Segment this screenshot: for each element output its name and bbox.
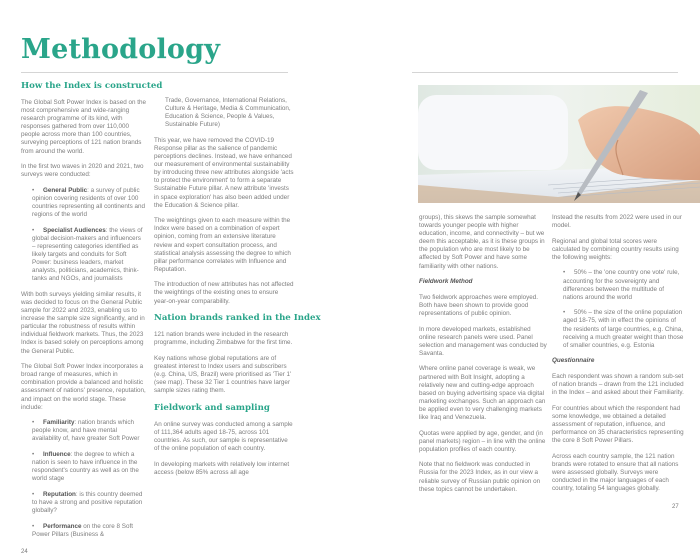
paragraph: Quotas were applied by age, gender, and (in panel markets) region – in line with the online population profiles of each country. [419, 429, 546, 453]
measures-list [21, 419, 146, 539]
paragraph: Regional and global total scores were calculated by combining country results using the following weights: [552, 237, 679, 261]
paragraph: With both surveys yielding similar results, it was decided to focus on the General Public sample for 2022 and 2023, enabling us to increase the sample size significantly, and in particular the robustness of results within individual fieldwork markets. Thus, the 2023 Index is based solely on perceptions among the General Public. [21, 290, 145, 355]
section-heading-fieldwork: Fieldwork and sampling [154, 402, 270, 413]
list-item-text: 50% – the 'one country one vote' rule, accounting for the sovereignty and differences between the multitude of nations around the world [563, 269, 680, 301]
page-title: Methodology [21, 34, 221, 65]
paragraph: Two fieldwork approaches were employed. Both have been shown to provide good representations of public opinion. [419, 293, 539, 317]
list-item [32, 491, 146, 515]
bullet-icon: • [32, 186, 35, 194]
list-item-text: : the degree to which a nation is seen to have influence in the respondent's country as well as on the world stage [32, 450, 139, 483]
list-item [32, 419, 146, 443]
paragraph: The weightings given to each measure within the Index were based on a combination of expert opinion, coming from an extensive literature review and expert consultation process, and statistical analysis assessing the degree to which pillar performance correlates with Influence and Reputation. [154, 217, 291, 273]
list-item [32, 523, 146, 539]
list-item-text: : is this country deemed to have a strong and positive reputation globally? [32, 490, 143, 515]
hand-writing-survey-photo [418, 85, 700, 203]
paragraph: Note that no fieldwork was conducted in Russia for the 2023 Index, as in our view a reliable survey of Russian public opinion on these topics cannot be undertaken. [419, 461, 541, 493]
list-item [32, 187, 146, 219]
bullet-icon: • [563, 269, 566, 277]
bullet-icon: • [32, 490, 35, 498]
paragraph: This year, we have removed the COVID-19 Response pillar as the salience of pandemic perceptions declines. Instead, we have enhanced our measurement of environmental sustainability by introducing three new attributes alongside 'acts to protect the environment' to form a separate Sustainable Future pillar. A new attribute 'invests in space exploration' has also been added under the Education & Science pillar. [154, 136, 294, 209]
page-number: 24 [21, 549, 28, 555]
left-column-1 [21, 99, 146, 546]
list-item-label: Familiarity [43, 419, 75, 427]
right-column-1 [419, 214, 547, 501]
paragraph: Key nations whose global reputations are of greatest interest to Index users and subscribers (e.g. China, US, Brazil) were prioritised as 'Tier 1' (see map). These 32 Tier 1 countries have larger sample sizes rating them. [154, 354, 292, 395]
list-item [563, 309, 684, 349]
list-item [32, 227, 146, 284]
list-item-label: General Public [43, 186, 88, 194]
page-number: 27 [672, 504, 679, 510]
subheading-fieldwork-method: Fieldwork Method [419, 278, 473, 286]
list-item-label: Reputation [43, 490, 76, 498]
list-item-text: : the views of global decision-makers and influencers – representing categories identified as likely targets and conduits for Soft Power: business leaders, market analysts, politicians, academics, think-tanks and NGOs, and journalists [32, 226, 143, 283]
header-divider [412, 72, 678, 73]
paragraph: In developing markets with relatively low internet access (below 85% across all age [154, 460, 290, 476]
photo-image [418, 85, 700, 203]
list-item-text: 50% – the size of the online population aged 18-75, with in effect the opinions of the residents of large countries, e.g. China, receiving a much greater weight than those of smaller countries, e.g. Estonia [563, 309, 684, 349]
list-item-label: Performance [43, 522, 82, 530]
right-column-2 [552, 214, 684, 501]
list-item [32, 451, 146, 483]
bullet-icon: • [32, 226, 35, 234]
list-item [563, 269, 684, 301]
survey-list [21, 187, 146, 284]
paragraph: Across each country sample, the 121 nation brands were rotated to ensure that all nations were assessed globally. Surveys were conducted in the major languages of each country, totaling 54 languages globally. [552, 452, 679, 493]
paragraph: In more developed markets, established online research panels were used. Panel selection and management was conducted by Savanta. [419, 325, 547, 357]
section-heading-nation-brands: Nation brands ranked in the Index [154, 313, 321, 324]
bullet-icon: • [32, 419, 35, 427]
paragraph: The Global Soft Power Index incorporates a broad range of measures, which in combination provide a balanced and holistic assessment of nations' presence, reputation, and impact on the world stage. These include: [21, 363, 146, 411]
list-item-label: Specialist Audiences [43, 226, 106, 234]
left-column-2 [154, 97, 321, 484]
paragraph: The introduction of new attributes has not affected the weightings of the existing ones to ensure year-on-year comparability. [154, 281, 294, 305]
list-item-text: on the core 8 Soft Power Pillars (Business & [32, 522, 133, 538]
list-item-label: Influence [43, 450, 71, 458]
list-item-text: : a survey of public opinion covering residents of over 100 countries representing all continents and regions of the world [32, 186, 146, 219]
list-item-text: : nation brands which people know, and have mental availability of, have greater Soft Power [32, 419, 140, 443]
title-divider [21, 72, 288, 73]
bullet-icon: • [32, 522, 35, 530]
paragraph: Instead the results from 2022 were used in our model. [552, 214, 682, 230]
paragraph: 121 nation brands were included in the research programme, including Zimbabwe for the first time. [154, 331, 293, 347]
list-item-continuation: Trade, Governance, International Relations, Culture & Heritage, Media & Communication, Education & Science, People & Values, Sustainable Future) [165, 97, 291, 129]
paragraph: An online survey was conducted among a sample of 111,364 adults aged 18-75, across 101 countries. As such, our sample is representative of the online population of each country. [154, 420, 293, 453]
subheading-questionnaire: Questionnaire [552, 357, 595, 365]
paragraph: In the first two waves in 2020 and 2021, two surveys were conducted: [21, 163, 144, 179]
paragraph: Where online panel coverage is weak, we partnered with Bolt Insight, adopting a relatively new and cutting-edge approach based on buying advertising space via digital marketing exchanges. Such an approach can be applied even to very challenging markets like Iraq and Venezuela. [419, 365, 546, 421]
paragraph: For countries about which the respondent had some knowledge, we obtained a detailed assessment of reputation, influence, and performance on 35 characteristics representing the core 8 Soft Power Pillars. [552, 404, 684, 445]
paragraph: The Global Soft Power Index is based on the most comprehensive and wide-ranging research programme of its kind, with responses gathered from over 110,000 people across more than 100 countries, surveying perceptions of 121 nation brands from around the world. [21, 99, 146, 155]
paragraph: groups), this skews the sample somewhat towards younger people with higher education, income, and connectivity – but we deem this acceptable, as it is these groups in the population who are most likely to be affected by Soft Power and have some familiarity with other nations. [419, 214, 545, 270]
section-heading-index: How the Index is constructed [21, 81, 163, 91]
weights-list [552, 269, 684, 349]
bullet-icon: • [563, 309, 566, 317]
paragraph: Each respondent was shown a random sub-set of nation brands – drawn from the 121 included in the Index – and asked about their Familiarity. [552, 372, 684, 397]
bullet-icon: • [32, 450, 35, 458]
